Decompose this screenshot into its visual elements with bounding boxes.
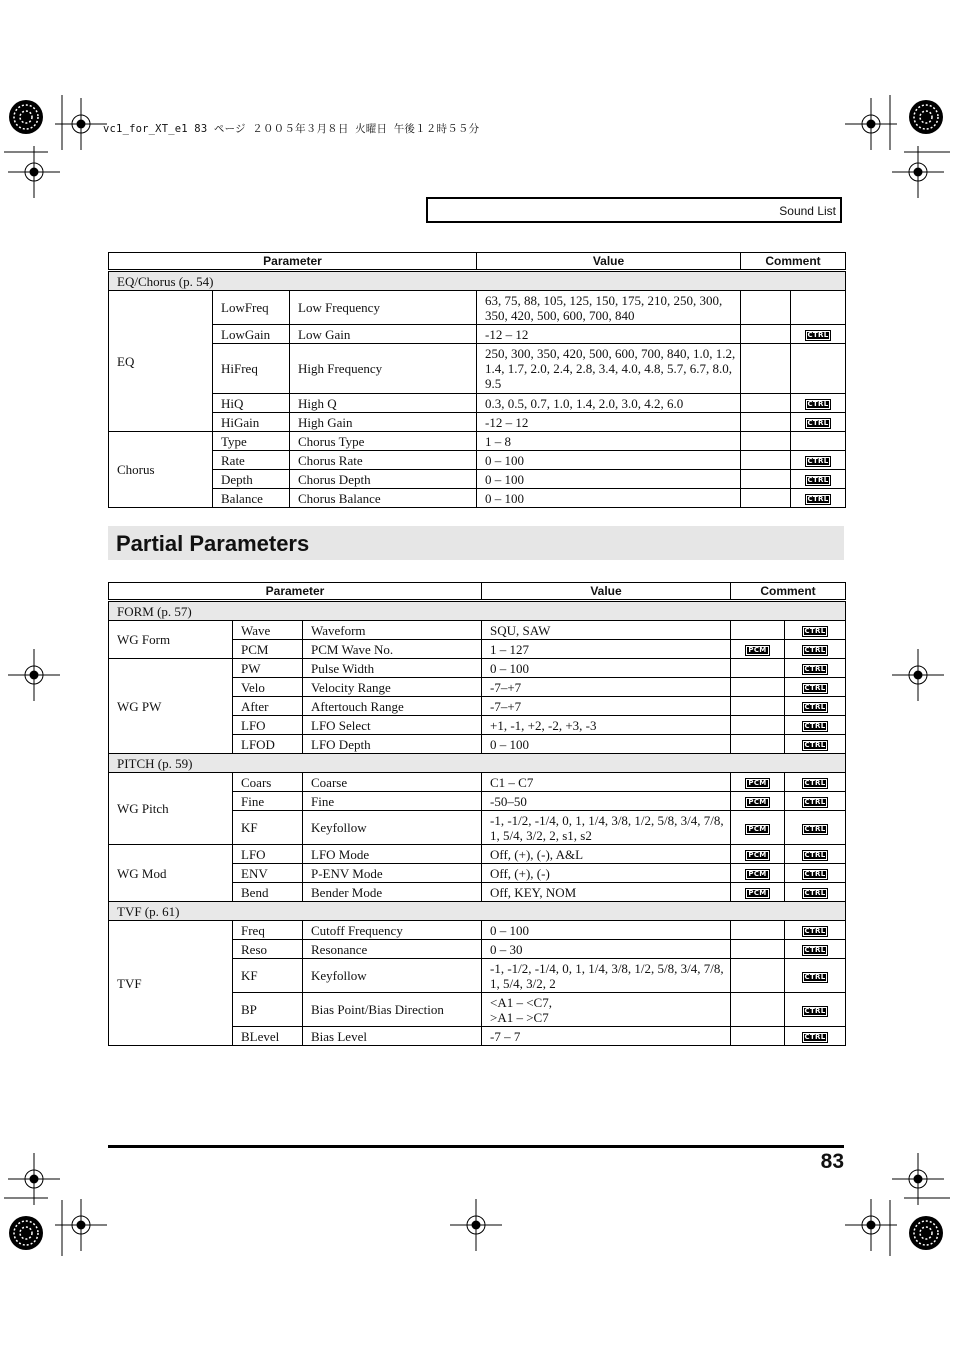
comment-cell xyxy=(741,489,791,508)
param-name: High Frequency xyxy=(290,344,477,394)
header-value: Value xyxy=(482,583,731,601)
param-value: Off, (+), (-), A&L xyxy=(482,845,731,864)
param-abbrev: HiFreq xyxy=(213,344,290,394)
param-abbrev: LowGain xyxy=(213,325,290,344)
pcm-cell xyxy=(731,678,785,697)
param-abbrev: Coars xyxy=(233,773,303,792)
ctrl-cell xyxy=(791,413,846,432)
pcm-cell xyxy=(731,621,785,640)
ctrl-icon: CTRL xyxy=(802,683,829,694)
param-value: 0 – 100 xyxy=(477,470,741,489)
param-name: Keyfollow xyxy=(303,811,482,845)
table-row xyxy=(109,413,846,432)
pcm-cell xyxy=(731,993,785,1027)
comment-cell xyxy=(741,413,791,432)
param-abbrev: LowFreq xyxy=(213,291,290,325)
ctrl-icon: CTRL xyxy=(802,1006,829,1017)
group-name: Chorus xyxy=(109,432,213,508)
param-value: 0 – 100 xyxy=(482,921,731,940)
param-name: Resonance xyxy=(303,940,482,959)
print-slug: vc1_for_XT_e1 83 ページ ２００５年３月８日 火曜日 午後１２時５５分 xyxy=(103,123,480,135)
param-name: Bias Point/Bias Direction xyxy=(303,993,482,1027)
ctrl-icon: CTRL xyxy=(802,888,829,899)
ctrl-cell xyxy=(785,697,846,716)
table-row xyxy=(109,470,846,489)
table-row xyxy=(109,325,846,344)
section-label: FORM (p. 57) xyxy=(109,601,846,621)
ctrl-cell xyxy=(785,640,846,659)
header-value: Value xyxy=(477,253,741,271)
ctrl-cell xyxy=(785,659,846,678)
ctrl-icon: CTRL xyxy=(802,926,829,937)
ctrl-cell xyxy=(785,845,846,864)
ctrl-cell xyxy=(791,489,846,508)
table-row xyxy=(109,394,846,413)
param-name: Bias Level xyxy=(303,1027,482,1046)
group-name: EQ xyxy=(109,291,213,432)
pcm-cell xyxy=(731,716,785,735)
ctrl-cell xyxy=(785,678,846,697)
ctrl-cell xyxy=(785,792,846,811)
param-value: 0 – 100 xyxy=(477,489,741,508)
param-abbrev: Velo xyxy=(233,678,303,697)
param-abbrev: Bend xyxy=(233,883,303,902)
param-value: 1 – 127 xyxy=(482,640,731,659)
pcm-icon: PCM xyxy=(745,888,769,899)
param-abbrev: Balance xyxy=(213,489,290,508)
ctrl-cell xyxy=(791,451,846,470)
ctrl-cell xyxy=(785,716,846,735)
pcm-icon: PCM xyxy=(745,778,769,789)
param-value: 0 – 100 xyxy=(482,659,731,678)
group-name: WG Pitch xyxy=(109,773,233,845)
param-abbrev: HiGain xyxy=(213,413,290,432)
param-name: Cutoff Frequency xyxy=(303,921,482,940)
param-value: -12 – 12 xyxy=(477,413,741,432)
ctrl-cell xyxy=(791,344,846,394)
page-number: 83 xyxy=(820,1150,844,1173)
pcm-cell xyxy=(731,959,785,993)
pcm-icon: PCM xyxy=(745,645,769,656)
header-parameter: Parameter xyxy=(109,583,482,601)
param-name: Chorus Balance xyxy=(290,489,477,508)
section-row xyxy=(109,601,846,621)
param-abbrev: Reso xyxy=(233,940,303,959)
table-row xyxy=(109,659,846,678)
param-name: Keyfollow xyxy=(303,959,482,993)
param-value: 63, 75, 88, 105, 125, 150, 175, 210, 250, 300, 350, 420, 500, 600, 700, 840 xyxy=(477,291,741,325)
param-name: LFO Mode xyxy=(303,845,482,864)
pcm-cell xyxy=(731,792,785,811)
param-name: Chorus Rate xyxy=(290,451,477,470)
table-row xyxy=(109,921,846,940)
table-row xyxy=(109,489,846,508)
ctrl-icon: CTRL xyxy=(802,972,829,983)
section-row xyxy=(109,271,846,291)
param-value: 0 – 100 xyxy=(482,735,731,754)
param-name: P-ENV Mode xyxy=(303,864,482,883)
header-parameter: Parameter xyxy=(109,253,477,271)
param-value: 0 – 30 xyxy=(482,940,731,959)
ctrl-icon: CTRL xyxy=(802,778,829,789)
param-abbrev: LFOD xyxy=(233,735,303,754)
param-name: LFO Depth xyxy=(303,735,482,754)
comment-cell xyxy=(741,291,791,325)
param-value: SQU, SAW xyxy=(482,621,731,640)
header-comment: Comment xyxy=(731,583,846,601)
comment-cell xyxy=(741,451,791,470)
table-row xyxy=(109,291,846,325)
ctrl-icon: CTRL xyxy=(805,399,832,410)
section-label: EQ/Chorus (p. 54) xyxy=(109,271,846,291)
comment-cell xyxy=(741,344,791,394)
comment-cell xyxy=(741,432,791,451)
ctrl-cell xyxy=(785,940,846,959)
section-row xyxy=(109,754,846,773)
param-value: -7–+7 xyxy=(482,678,731,697)
param-value: 0 – 100 xyxy=(477,451,741,470)
footer-rule xyxy=(108,1145,844,1148)
ctrl-icon: CTRL xyxy=(802,664,829,675)
table-row xyxy=(109,845,846,864)
param-name: Chorus Depth xyxy=(290,470,477,489)
param-abbrev: Rate xyxy=(213,451,290,470)
pcm-cell xyxy=(731,735,785,754)
ctrl-cell xyxy=(785,921,846,940)
ctrl-icon: CTRL xyxy=(802,850,829,861)
param-name: Chorus Type xyxy=(290,432,477,451)
ctrl-icon: CTRL xyxy=(802,869,829,880)
param-abbrev: KF xyxy=(233,959,303,993)
partial-parameters-table xyxy=(108,582,846,1046)
param-name: PCM Wave No. xyxy=(303,640,482,659)
param-name: High Gain xyxy=(290,413,477,432)
pcm-cell xyxy=(731,640,785,659)
param-abbrev: PCM xyxy=(233,640,303,659)
section-label: PITCH (p. 59) xyxy=(109,754,846,773)
table-row xyxy=(109,621,846,640)
table-row xyxy=(109,773,846,792)
section-label: TVF (p. 61) xyxy=(109,902,846,921)
param-abbrev: PW xyxy=(233,659,303,678)
param-value: -7–+7 xyxy=(482,697,731,716)
ctrl-icon: CTRL xyxy=(802,740,829,751)
param-abbrev: Wave xyxy=(233,621,303,640)
ctrl-icon: CTRL xyxy=(805,456,832,467)
group-name: WG PW xyxy=(109,659,233,754)
param-name: Pulse Width xyxy=(303,659,482,678)
param-value: -7 – 7 xyxy=(482,1027,731,1046)
ctrl-cell xyxy=(785,959,846,993)
header-label: Sound List xyxy=(779,204,836,218)
param-name: Fine xyxy=(303,792,482,811)
param-value: 0.3, 0.5, 0.7, 1.0, 1.4, 2.0, 3.0, 4.2, 6.0 xyxy=(477,394,741,413)
ctrl-cell xyxy=(791,325,846,344)
pcm-cell xyxy=(731,811,785,845)
param-name: Waveform xyxy=(303,621,482,640)
pcm-cell xyxy=(731,1027,785,1046)
param-value: +1, -1, +2, -2, +3, -3 xyxy=(482,716,731,735)
pcm-icon: PCM xyxy=(745,824,769,835)
table-row xyxy=(109,451,846,470)
param-abbrev: KF xyxy=(233,811,303,845)
pcm-cell xyxy=(731,659,785,678)
table-row xyxy=(109,432,846,451)
ctrl-cell xyxy=(791,432,846,451)
ctrl-cell xyxy=(785,1027,846,1046)
ctrl-icon: CTRL xyxy=(805,475,832,486)
pcm-cell xyxy=(731,883,785,902)
ctrl-icon: CTRL xyxy=(802,721,829,732)
running-header xyxy=(426,197,842,223)
eq-chorus-table xyxy=(108,252,846,508)
ctrl-cell xyxy=(785,735,846,754)
param-abbrev: BP xyxy=(233,993,303,1027)
param-value: Off, (+), (-) xyxy=(482,864,731,883)
section-row xyxy=(109,902,846,921)
param-value: -12 – 12 xyxy=(477,325,741,344)
param-name: Aftertouch Range xyxy=(303,697,482,716)
pcm-icon: PCM xyxy=(745,869,769,880)
header-comment: Comment xyxy=(741,253,846,271)
comment-cell xyxy=(741,470,791,489)
ctrl-cell xyxy=(785,811,846,845)
table-row xyxy=(109,344,846,394)
section-title: Partial Parameters xyxy=(116,531,310,556)
ctrl-icon: CTRL xyxy=(802,824,829,835)
ctrl-cell xyxy=(791,291,846,325)
ctrl-cell xyxy=(791,470,846,489)
param-abbrev: LFO xyxy=(233,845,303,864)
section-title-bar xyxy=(108,526,844,560)
param-value: -1, -1/2, -1/4, 0, 1, 1/4, 3/8, 1/2, 5/8, 3/4, 7/8, 1, 5/4, 3/2, 2, s1, s2 xyxy=(482,811,731,845)
ctrl-icon: CTRL xyxy=(805,330,832,341)
ctrl-cell xyxy=(785,864,846,883)
param-abbrev: BLevel xyxy=(233,1027,303,1046)
param-value: Off, KEY, NOM xyxy=(482,883,731,902)
param-value: C1 – C7 xyxy=(482,773,731,792)
comment-cell xyxy=(741,325,791,344)
ctrl-cell xyxy=(785,883,846,902)
param-name: Low Gain xyxy=(290,325,477,344)
ctrl-icon: CTRL xyxy=(805,418,832,429)
param-abbrev: Type xyxy=(213,432,290,451)
group-name: WG Form xyxy=(109,621,233,659)
param-value: -1, -1/2, -1/4, 0, 1, 1/4, 3/8, 1/2, 5/8, 3/4, 7/8, 1, 5/4, 3/2, 2 xyxy=(482,959,731,993)
pcm-cell xyxy=(731,864,785,883)
param-name: Bender Mode xyxy=(303,883,482,902)
ctrl-cell xyxy=(785,621,846,640)
param-name: Coarse xyxy=(303,773,482,792)
ctrl-cell xyxy=(785,773,846,792)
ctrl-icon: CTRL xyxy=(802,1032,829,1043)
ctrl-icon: CTRL xyxy=(805,494,832,505)
group-name: WG Mod xyxy=(109,845,233,902)
ctrl-icon: CTRL xyxy=(802,945,829,956)
param-value: <A1 – <C7, >A1 – >C7 xyxy=(482,993,731,1027)
pcm-icon: PCM xyxy=(745,850,769,861)
pcm-icon: PCM xyxy=(745,797,769,808)
pcm-cell xyxy=(731,773,785,792)
param-abbrev: ENV xyxy=(233,864,303,883)
param-abbrev: Freq xyxy=(233,921,303,940)
param-abbrev: LFO xyxy=(233,716,303,735)
param-abbrev: Fine xyxy=(233,792,303,811)
ctrl-cell xyxy=(785,993,846,1027)
param-abbrev: Depth xyxy=(213,470,290,489)
param-value: -50–50 xyxy=(482,792,731,811)
ctrl-icon: CTRL xyxy=(802,702,829,713)
param-name: LFO Select xyxy=(303,716,482,735)
param-abbrev: HiQ xyxy=(213,394,290,413)
pcm-cell xyxy=(731,940,785,959)
param-name: Velocity Range xyxy=(303,678,482,697)
param-abbrev: After xyxy=(233,697,303,716)
ctrl-icon: CTRL xyxy=(802,626,829,637)
pcm-cell xyxy=(731,921,785,940)
pcm-cell xyxy=(731,697,785,716)
ctrl-icon: CTRL xyxy=(802,645,829,656)
pcm-cell xyxy=(731,845,785,864)
ctrl-icon: CTRL xyxy=(802,797,829,808)
param-value: 1 – 8 xyxy=(477,432,741,451)
ctrl-cell xyxy=(791,394,846,413)
param-name: Low Frequency xyxy=(290,291,477,325)
group-name: TVF xyxy=(109,921,233,1046)
comment-cell xyxy=(741,394,791,413)
param-value: 250, 300, 350, 420, 500, 600, 700, 840, 1.0, 1.2, 1.4, 1.7, 2.0, 2.4, 2.8, 3.4, 4.0, 4.8, 5.7, 6.7, 8.0, 9.5 xyxy=(477,344,741,394)
param-name: High Q xyxy=(290,394,477,413)
